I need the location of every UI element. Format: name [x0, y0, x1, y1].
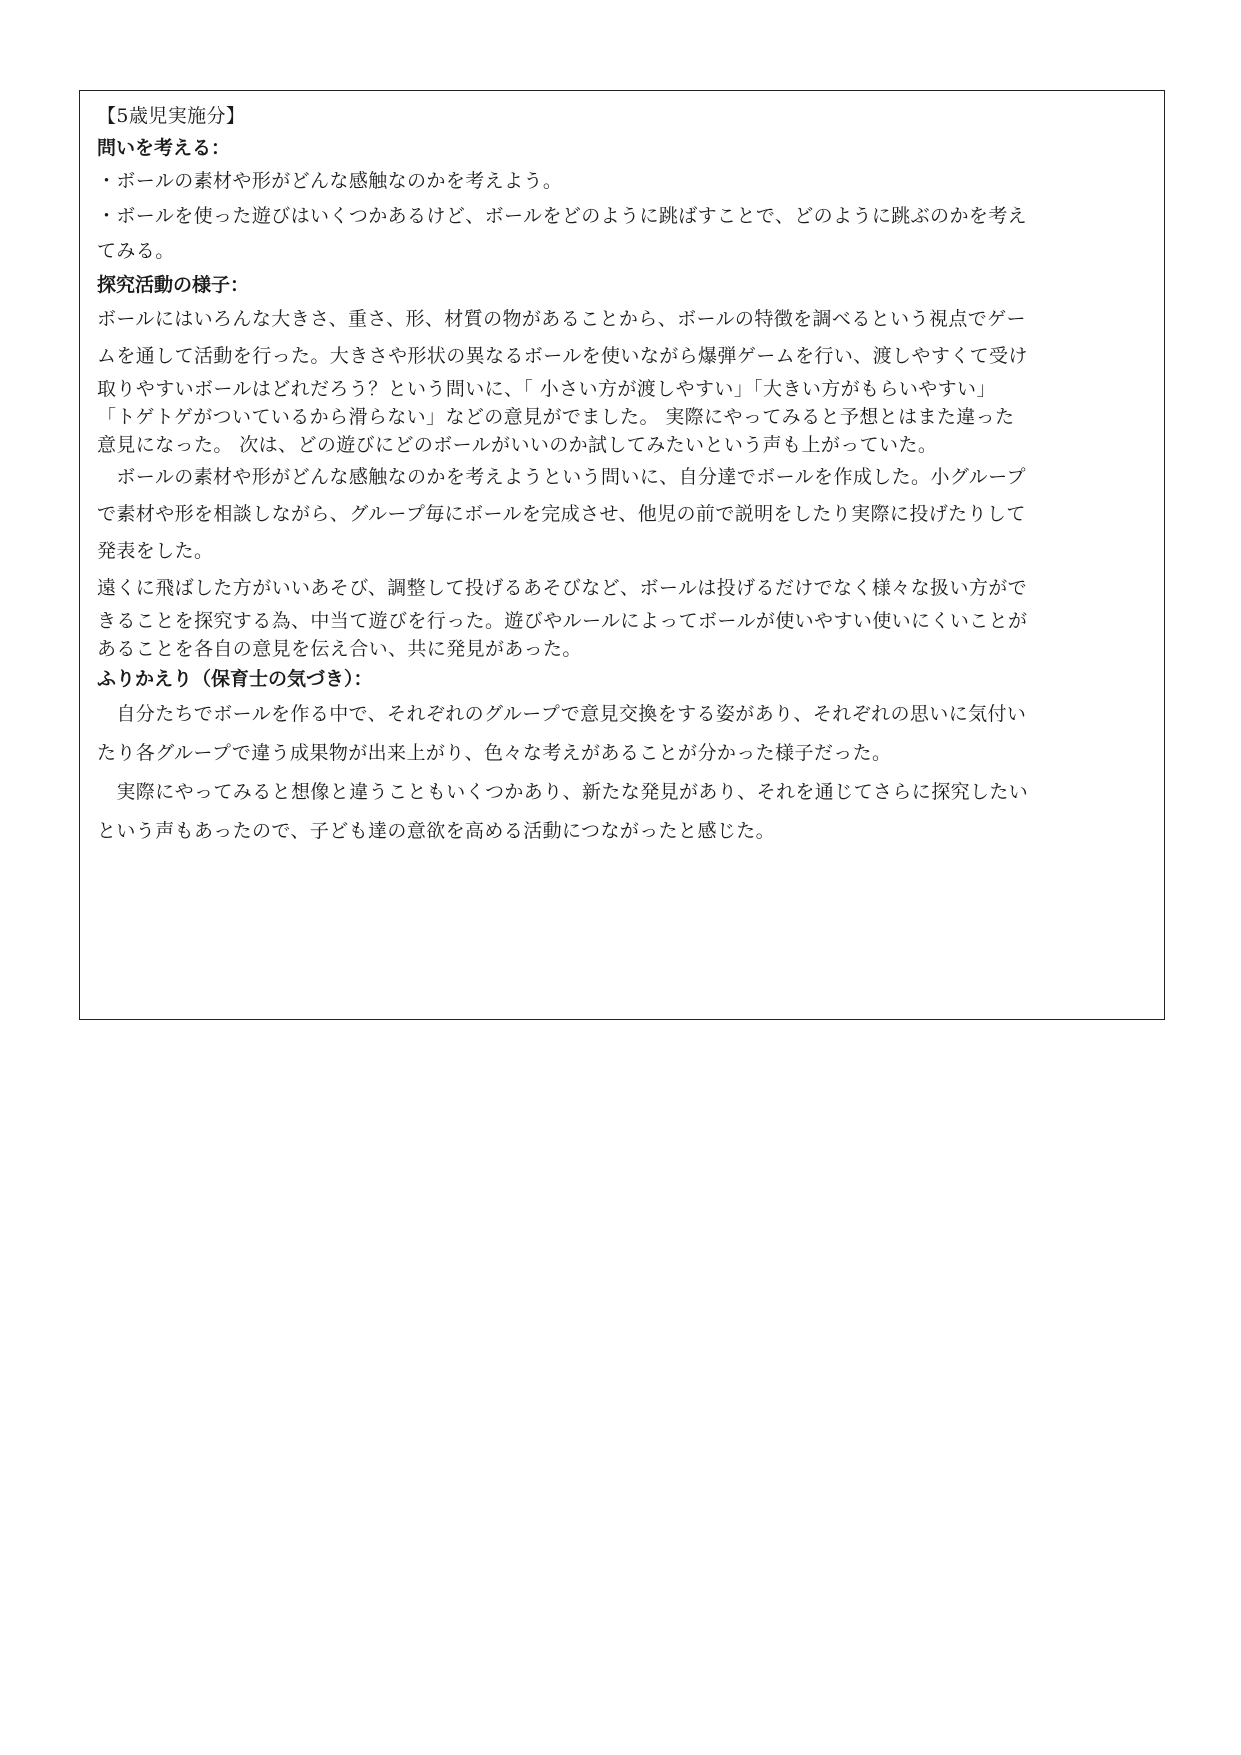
activity-line: 「トゲトゲがついているから滑らない」などの意見がでました。 実際にやってみると予想とはまた違った [97, 406, 1015, 428]
question-line: ・ボールの素材や形がどんな感触なのかを考えよう。 [97, 170, 563, 192]
reflection-heading: ふりかえり（保育士の気づき）： [97, 668, 373, 690]
reflection-line: 実際にやってみると想像と違うこともいくつかあり、新たな発見があり、それを通じてさらに探究したい [97, 781, 1029, 803]
reflection-line: たり各グループで違う成果物が出来上がり、色々な考えがあることが分かった様子だった。 [97, 742, 892, 764]
activity-line: で素材や形を相談しながら、グループ毎にボールを完成させ、他児の前で説明をしたり実際に投げたりして [97, 503, 1026, 525]
question-heading: 問いを考える： [97, 137, 231, 159]
question-line: ・ボールを使った遊びはいくつかあるけど、ボールをどのように跳ばすことで、どのように跳ぶのかを考え [97, 205, 1028, 227]
question-line: てみる。 [97, 240, 175, 262]
activity-line: 取りやすいボールはどれだろう？という問いに、「 小さい方が渡しやすい」「大きい方がもらいやすい」 [97, 378, 996, 400]
activity-line: 遠くに飛ばした方がいいあそび、調整して投げるあそびなど、ボールは投げるだけでなく様々な扱い方がで [97, 577, 1028, 599]
reflection-line: という声もあったので、子ども達の意欲を高める活動につながったと感じた。 [97, 820, 776, 842]
activity-heading: 探究活動の様子： [97, 274, 250, 296]
activity-line: 発表をした。 [97, 540, 214, 562]
activity-line: あることを各自の意見を伝え合い、共に発見があった。 [97, 638, 582, 660]
activity-line: ムを通して活動を行った。大きさや形状の異なるボールを使いながら爆弾ゲームを行い、渡しやすくて受け [97, 345, 1028, 367]
reflection-line: 自分たちでボールを作る中で、それぞれのグループで意見交換をする姿があり、それぞれの思いに気付い [97, 703, 1027, 725]
activity-line: 意見になった。 次は、どの遊びにどのボールがいいのか試してみたいという声も上がっていた。 [97, 434, 938, 456]
activity-line: きることを探究する為、中当て遊びを行った。遊びやルールによってボールが使いやすい使いにくいことが [97, 610, 1028, 632]
report-frame [79, 90, 1165, 1020]
activity-line: ボールの素材や形がどんな感触なのかを考えようという問いに、自分達でボールを作成した。小グループ [97, 466, 1026, 488]
activity-line: ボールにはいろんな大きさ、重さ、形、材質の物があることから、ボールの特徴を調べるという視点でゲー [97, 308, 1026, 330]
document-title: 【5歳児実施分】 [97, 105, 246, 127]
